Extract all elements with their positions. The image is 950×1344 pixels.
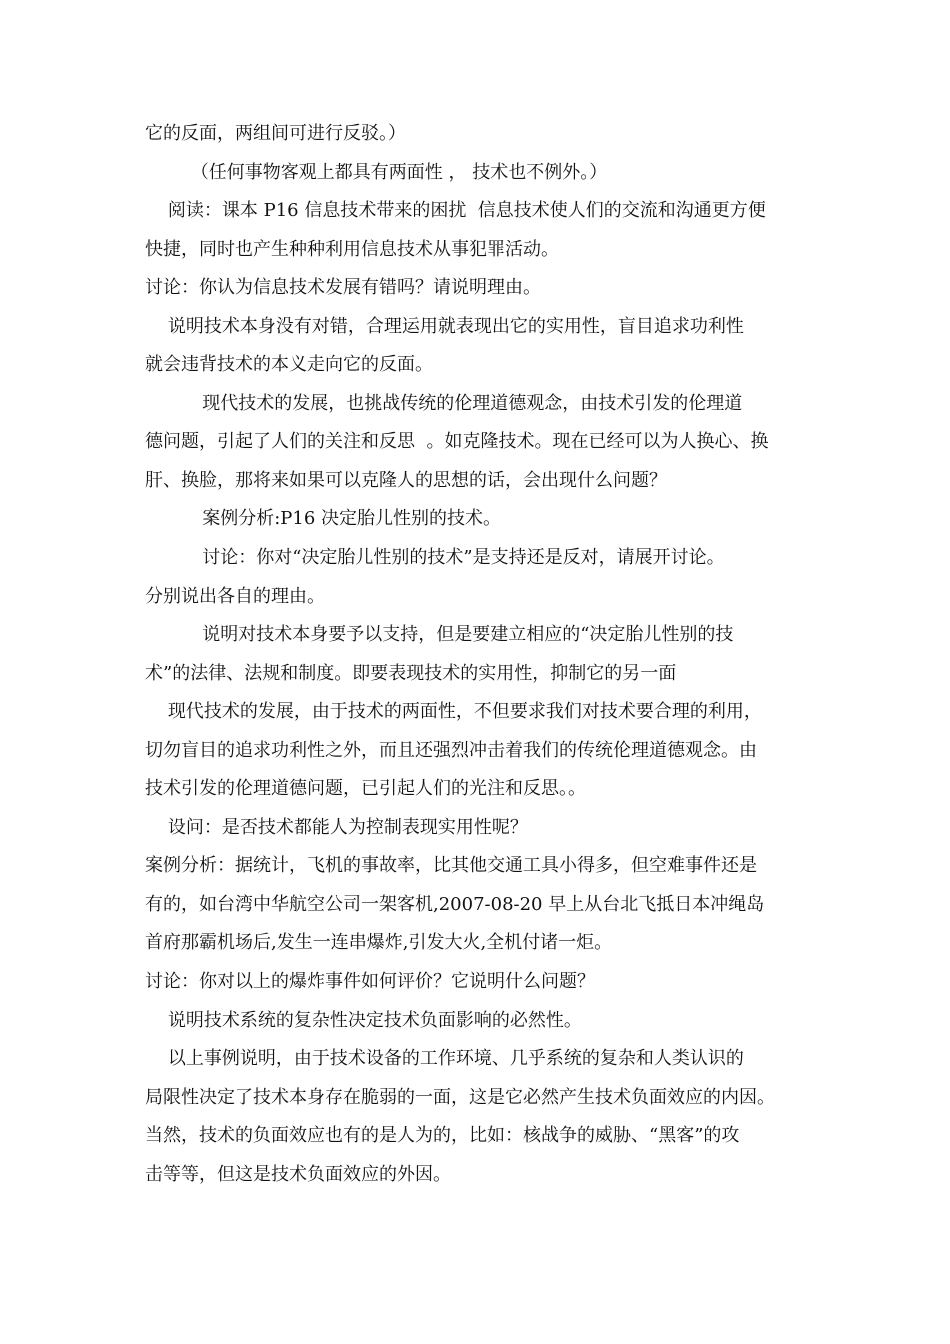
text-line: 击等等，但这是技术负面效应的外因。 (145, 1163, 451, 1185)
text-line: 说明技术本身没有对错，合理运用就表现出它的实用性，盲目追求功利性 (145, 315, 744, 337)
text-line: 局限性决定了技术本身存在脆弱的一面，这是它必然产生技术负面效应的内因。 (145, 1086, 775, 1108)
text-line: 就会违背技术的本义走向它的反面。 (145, 354, 433, 376)
text-line: 案例分析:P16 决定胎儿性别的技术。 (145, 508, 502, 530)
text-line: 讨论：你对“决定胎儿性别的技术”是支持还是反对，请展开讨论。 (145, 547, 725, 569)
text-line: 德问题，引起了人们的关注和反思 。如克隆技术。现在已经可以为人换心、换 (145, 431, 769, 453)
text-line: 切勿盲目的追求功利性之外，而且还强烈冲击着我们的传统伦理道德观念。由 (145, 739, 757, 761)
text-line: 说明对技术本身要予以支持，但是要建立相应的“决定胎儿性别的技 (145, 624, 734, 646)
text-line: 它的反面，两组间可进行反驳。） (145, 123, 406, 144)
text-line: 分别说出各自的理由。 (145, 585, 325, 607)
text-line: 以上事例说明，由于技术设备的工作环境、几乎系统的复杂和人类认识的 (145, 1048, 744, 1070)
text-line: 讨论：你对以上的爆炸事件如何评价？它说明什么问题？ (145, 971, 595, 993)
text-line: 案例分析：据统计，飞机的事故率，比其他交通工具小得多，但空难事件还是 (145, 855, 757, 877)
text-line: 有的，如台湾中华航空公司一架客机,2007-08-20 早上从台北飞抵日本冲绳岛 (145, 893, 765, 915)
text-line: 首府那霸机场后,发生一连串爆炸,引发大火,全机付诸一炬。 (145, 932, 613, 954)
text-line: （任何事物客观上都具有两面性 ， 技术也不例外。） (145, 161, 608, 183)
text-line: 讨论：你认为信息技术发展有错吗？请说明理由。 (145, 277, 541, 299)
text-line: 现代技术的发展，由于技术的两面性，不但要求我们对技术要合理的利用， (145, 701, 762, 723)
text-line: 技术引发的伦理道德问题，已引起人们的光注和反思。。 (145, 778, 586, 800)
text-line: 术”的法律、法规和制度。即要表现技术的实用性，抑制它的另一面 (145, 662, 677, 684)
text-line: 设问：是否技术都能人为控制表现实用性呢？ (145, 816, 528, 838)
text-line: 现代技术的发展，也挑战传统的伦理道德观念，由技术引发的伦理道 (145, 392, 743, 414)
text-line: 当然，技术的负面效应也有的是人为的，比如：核战争的威胁、“黑客”的攻 (145, 1125, 740, 1147)
text-line: 阅读：课本 P16 信息技术带来的困扰 信息技术使人们的交流和沟通更方便 (145, 200, 766, 222)
document-body (145, 115, 810, 1194)
text-line: 肝、换脸，那将来如果可以克隆人的思想的话，会出现什么问题？ (145, 469, 667, 491)
text-line: 快捷，同时也产生种种利用信息技术从事犯罪活动。 (145, 238, 559, 260)
text-line: 说明技术系统的复杂性决定技术负面影响的必然性。 (145, 1009, 582, 1031)
